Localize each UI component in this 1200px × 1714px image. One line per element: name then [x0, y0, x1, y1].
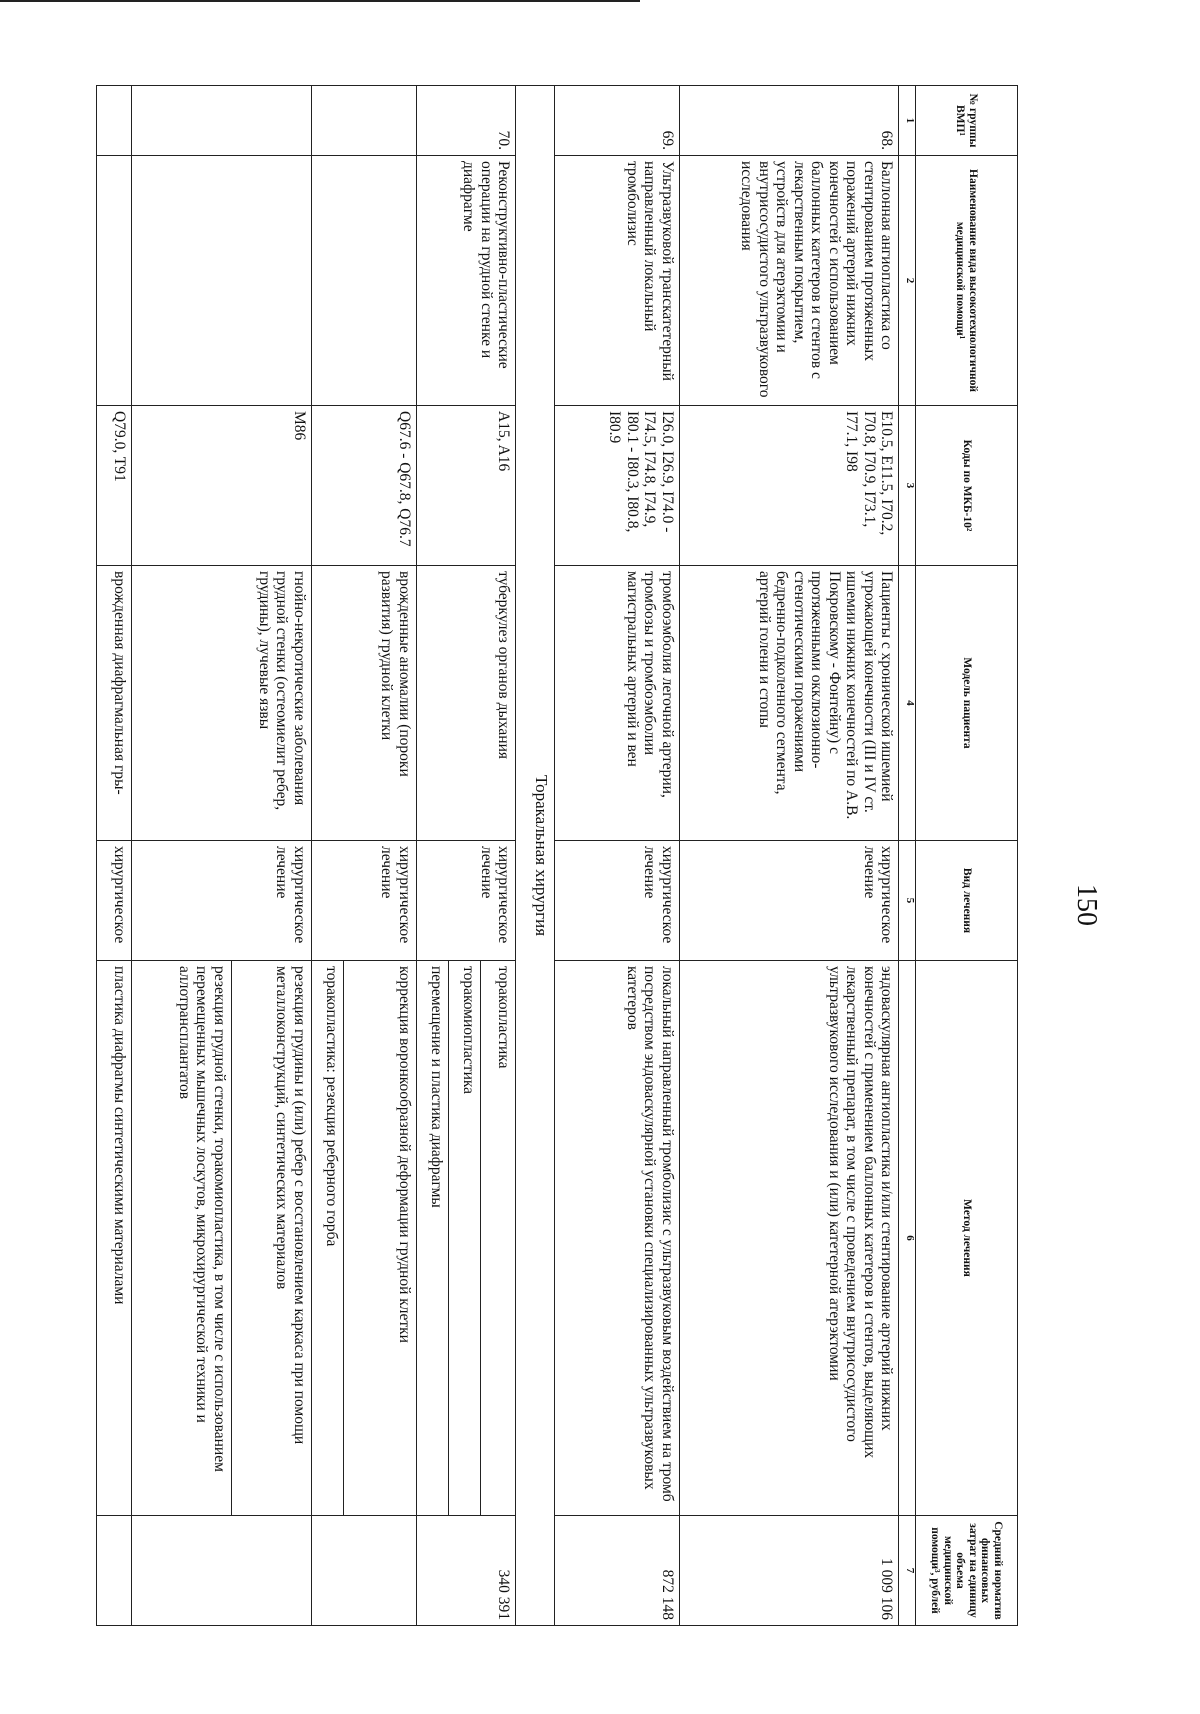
- header-model: Модель пациента: [915, 566, 1017, 841]
- group-number: 69.: [555, 86, 680, 156]
- cost-value: 1 009 106: [679, 1516, 899, 1626]
- vmp-name: Ультразвуковой транскатетерный направленный локальный тромболизис: [555, 156, 680, 406]
- treatment-method: резекция грудной стенки, торакомиопластика, в том числе с использованием перемещенных мышечных лоскутов, микрохирургической техники и аллотрансплантатов: [132, 961, 232, 1516]
- header-codes: Коды по МКБ-10²: [915, 406, 1017, 566]
- cost-value: 340 391: [416, 1516, 516, 1626]
- treatment-method: торакомиопластика: [448, 961, 480, 1516]
- treatment-method: коррекция воронкообразной деформации грудной клетки: [344, 961, 416, 1516]
- patient-model: гнойно-некротические заболевания грудной стенки (остеомиелит ребер, грудины), лучевые язвы: [132, 566, 312, 841]
- column-number: 5: [899, 841, 915, 961]
- vmp-name: Баллонная ангиопластика со стентированием протяженных поражений артерий нижних конечностей с использованием баллонных катетеров и стентов с лекарственным покрытием, устройств для атерэктомии и внутрисосудистого ультразвукового исследования: [679, 156, 899, 406]
- table-row-70d: [344, 86, 416, 1626]
- column-number: 6: [899, 961, 915, 1516]
- treatment-method: торакопластика: резекция реберного горба: [311, 961, 343, 1516]
- table-row-70: [481, 86, 516, 1626]
- treatment-method: эндоваскулярная ангиопластика и/или стентирование артерий нижних конечностей с применением баллонных катетеров и стентов, выделяющих лекарственный препарат, в том числе с проведением внутрисосудистого ультразвукового исследования и (или) катетерной атерэктомии: [679, 961, 899, 1516]
- cost-empty: [311, 1516, 416, 1626]
- header-name: Наименование вида высокотехнологичной медицинской помощи¹: [915, 156, 1017, 406]
- patient-model: врожденная диафрагмальная гры-: [97, 566, 132, 841]
- table-row-70h: [97, 86, 132, 1626]
- header-treatment: Вид лечения: [915, 841, 1017, 961]
- patient-model: Пациенты с хронической ишемией угрожающей конечности (III и IV ст. ишемии нижних конечностей по А.В. Покровскому - Фонтейну) с протяженными окклюзионно-стенотическими поражениями бедренно-подколенного сегмента, артерий голени и стопы: [679, 566, 899, 841]
- treatment-type: хирургическое лечение: [555, 841, 680, 961]
- treatment-type: хирургическое: [97, 841, 132, 961]
- treatment-type: хирургическое лечение: [132, 841, 312, 961]
- vmp-table: [96, 85, 1018, 1626]
- name-empty: [132, 156, 312, 406]
- header-cost: Средний норматив финансовых затрат на единицу объема медицинской помощи³, рублей: [915, 1516, 1017, 1626]
- name-empty: [311, 156, 416, 406]
- header-method: Метод лечения: [915, 961, 1017, 1516]
- table-row-70f: [231, 86, 311, 1626]
- column-number: 4: [899, 566, 915, 841]
- cost-value: 872 148: [555, 1516, 680, 1626]
- treatment-type: хирургическое лечение: [679, 841, 899, 961]
- group-empty: [97, 86, 132, 156]
- patient-model: врожденные аномалии (пороки развития) грудной клетки: [311, 566, 416, 841]
- patient-model: туберкулез органов дыхания: [416, 566, 516, 841]
- table-row-68: [679, 86, 899, 1626]
- icd-codes: M86: [132, 406, 312, 566]
- top-rule: [0, 0, 640, 2]
- section-row: [516, 86, 555, 1626]
- treatment-method: пластика диафрагмы синтетическими материалами: [97, 961, 132, 1516]
- treatment-method: перемещение и пластика диафрагмы: [416, 961, 448, 1516]
- icd-codes: E10.5, E11.5, I70.2, I70.8, I70.9, I73.1, I77.1, I98: [679, 406, 899, 566]
- column-number: 2: [899, 156, 915, 406]
- group-number: 68.: [679, 86, 899, 156]
- cost-empty: [132, 1516, 312, 1626]
- icd-codes: A15, A16: [416, 406, 516, 566]
- cost-empty: [97, 1516, 132, 1626]
- column-number: 7: [899, 1516, 915, 1626]
- column-number: 3: [899, 406, 915, 566]
- rotated-table-page: [96, 85, 1018, 1625]
- group-empty: [311, 86, 416, 156]
- page-number: 150: [1071, 884, 1102, 926]
- icd-codes: I26.0, I26.9, I74.0 - I74.5, I74.8, I74.9, I80.1 - I80.3, I80.8, I80.9: [555, 406, 680, 566]
- treatment-type: хирургическое лечение: [416, 841, 516, 961]
- vmp-name: Реконструктивно-пластические операции на грудной стенке и диафрагме: [416, 156, 516, 406]
- treatment-type: хирургическое лечение: [311, 841, 416, 961]
- treatment-method: торакопластика: [481, 961, 516, 1516]
- treatment-method: резекция грудины и (или) ребер с восстановлением каркаса при помощи металлоконструкций, синтетических материалов: [231, 961, 311, 1516]
- name-empty: [97, 156, 132, 406]
- icd-codes: Q79.0, T91: [97, 406, 132, 566]
- group-number: 70.: [416, 86, 516, 156]
- table-row-69: [555, 86, 680, 1626]
- icd-codes: Q67.6 - Q67.8, Q76.7: [311, 406, 416, 566]
- header-group: № группы ВМП¹: [915, 86, 1017, 156]
- treatment-method: локальный направленный тромболизис с ультразвуковым воздействием на тромб посредством эндоваскулярной установки специализированных ультразвуковых катетеров: [555, 961, 680, 1516]
- patient-model: тромбоэмболия легочной артерии, тромбозы и тромбоэмболии магистральных артерий и вен: [555, 566, 680, 841]
- header-row: [915, 86, 1017, 1626]
- column-number: 1: [899, 86, 915, 156]
- section-title: Торакальная хирургия: [516, 86, 555, 1626]
- group-empty: [132, 86, 312, 156]
- column-number-row: [899, 86, 915, 1626]
